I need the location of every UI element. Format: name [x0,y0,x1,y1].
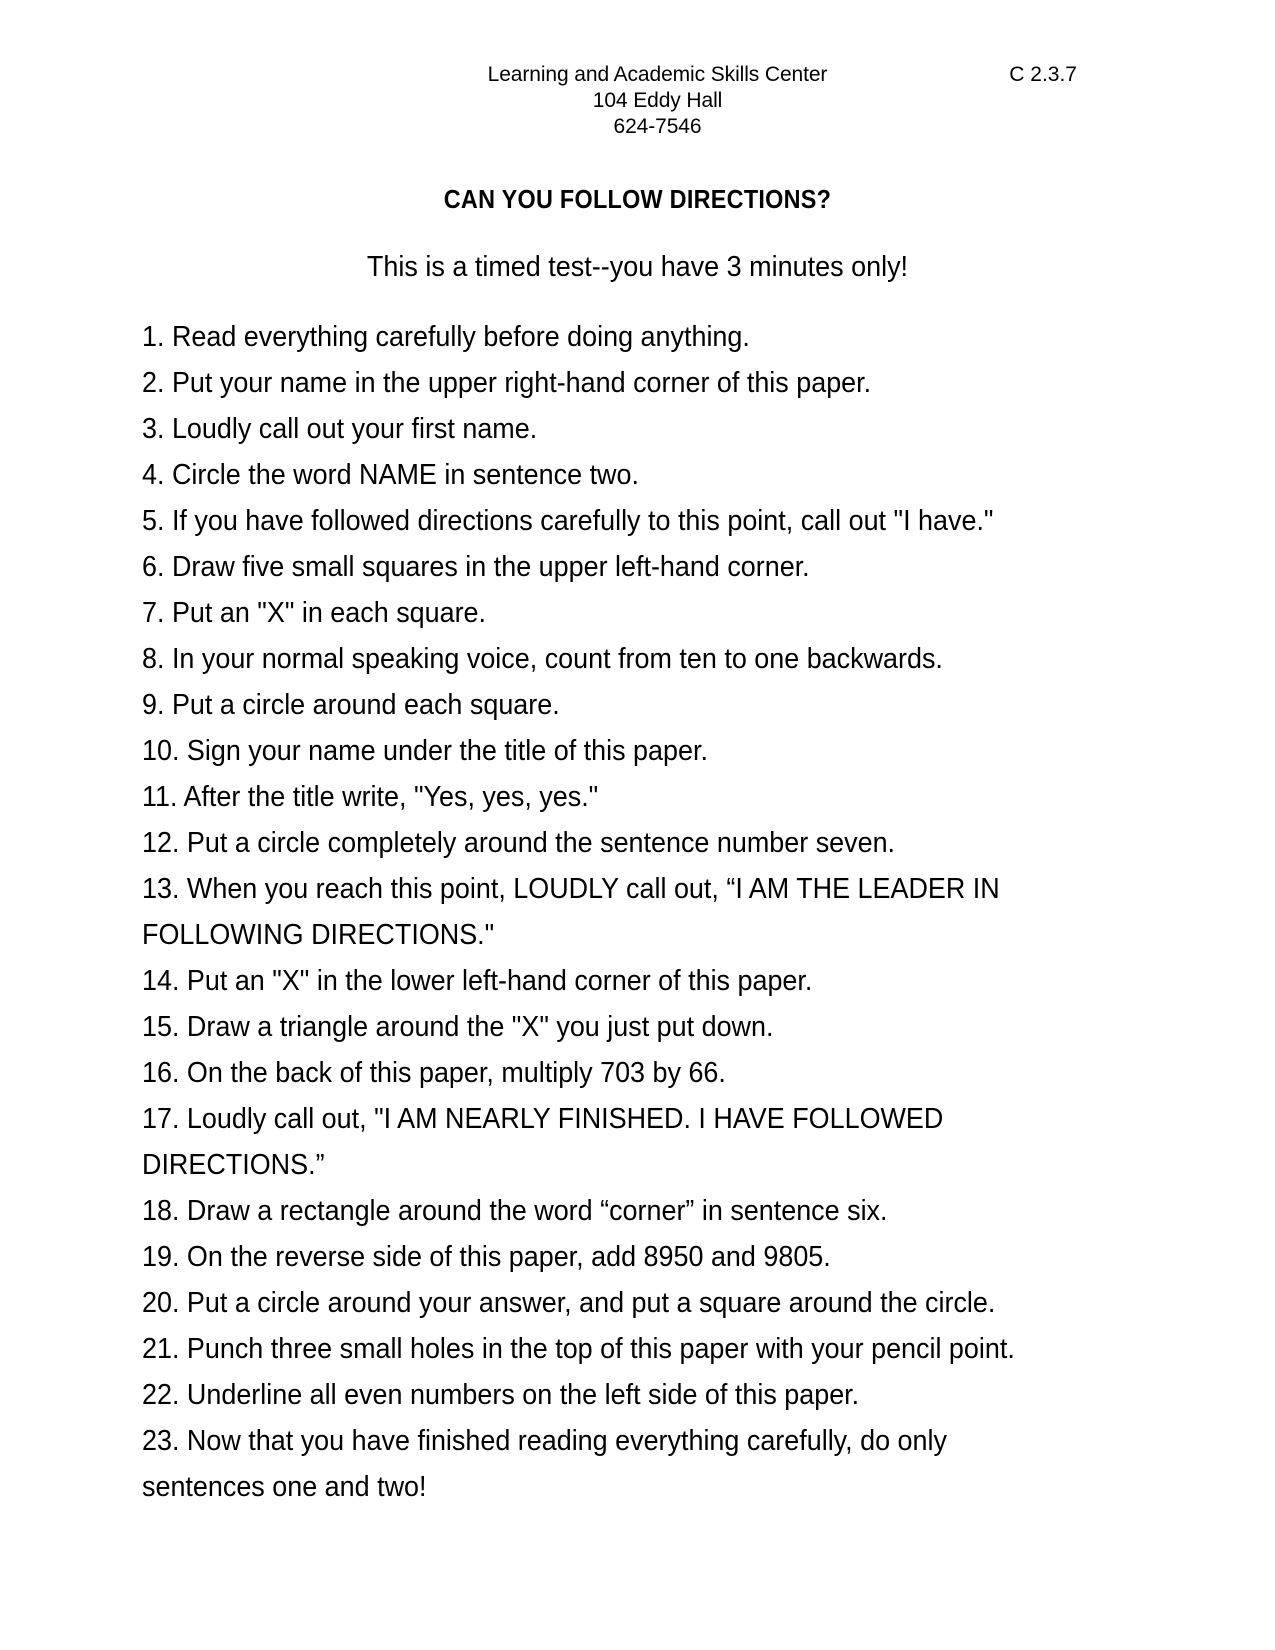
list-item: 14. Put an "X" in the lower left-hand corner of this paper. [142,965,813,997]
list-item: 3. Loudly call out your first name. [142,413,538,445]
list-item: 19. On the reverse side of this paper, add 8950 and 9805. [142,1241,831,1273]
list-item: 5. If you have followed directions carefully to this point, call out "I have." [142,505,994,537]
list-item: 13. When you reach this point, LOUDLY call out, “I AM THE LEADER IN FOLLOWING DIRECTIONS." [142,873,1000,951]
list-item: 10. Sign your name under the title of this paper. [142,735,708,767]
list-item: 16. On the back of this paper, multiply 703 by 66. [142,1057,726,1089]
list-item: 20. Put a circle around your answer, and put a square around the circle. [142,1287,996,1319]
list-item: 22. Underline all even numbers on the left side of this paper. [142,1379,860,1411]
list-item: 1. Read everything carefully before doing anything. [142,321,750,353]
directions-list [0,314,1275,1510]
list-item: 18. Draw a rectangle around the word “corner” in sentence six. [142,1195,888,1227]
list-item: 2. Put your name in the upper right-hand corner of this paper. [142,367,872,399]
list-item: 23. Now that you have finished reading everything carefully, do only sentences one and two! [142,1425,947,1503]
list-item: 4. Circle the word NAME in sentence two. [142,459,639,491]
list-item: 8. In your normal speaking voice, count from ten to one backwards. [142,643,943,675]
document-header [0,0,1275,140]
page-title: CAN YOU FOLLOW DIRECTIONS? [443,184,832,214]
organization-address-block [0,62,1275,140]
document-code: C 2.3.7 [1009,63,1077,86]
organization-phone-number: 624-7546 [613,115,702,138]
list-item: 21. Punch three small holes in the top of this paper with your pencil point. [142,1333,1015,1365]
list-item: 15. Draw a triangle around the "X" you just put down. [142,1011,774,1043]
list-item: 6. Draw five small squares in the upper left-hand corner. [142,551,810,583]
list-item: 17. Loudly call out, "I AM NEARLY FINISHED. I HAVE FOLLOWED DIRECTIONS.” [142,1103,944,1181]
list-item: 11. After the title write, "Yes, yes, yes." [142,781,599,813]
organization-name: Learning and Academic Skills Center [487,63,828,86]
list-item: 7. Put an "X" in each square. [142,597,487,629]
organization-street-address: 104 Eddy Hall [592,89,723,112]
list-item: 9. Put a circle around each square. [142,689,560,721]
list-item: 12. Put a circle completely around the sentence number seven. [142,827,896,859]
page-subtitle: This is a timed test--you have 3 minutes only! [366,251,909,283]
